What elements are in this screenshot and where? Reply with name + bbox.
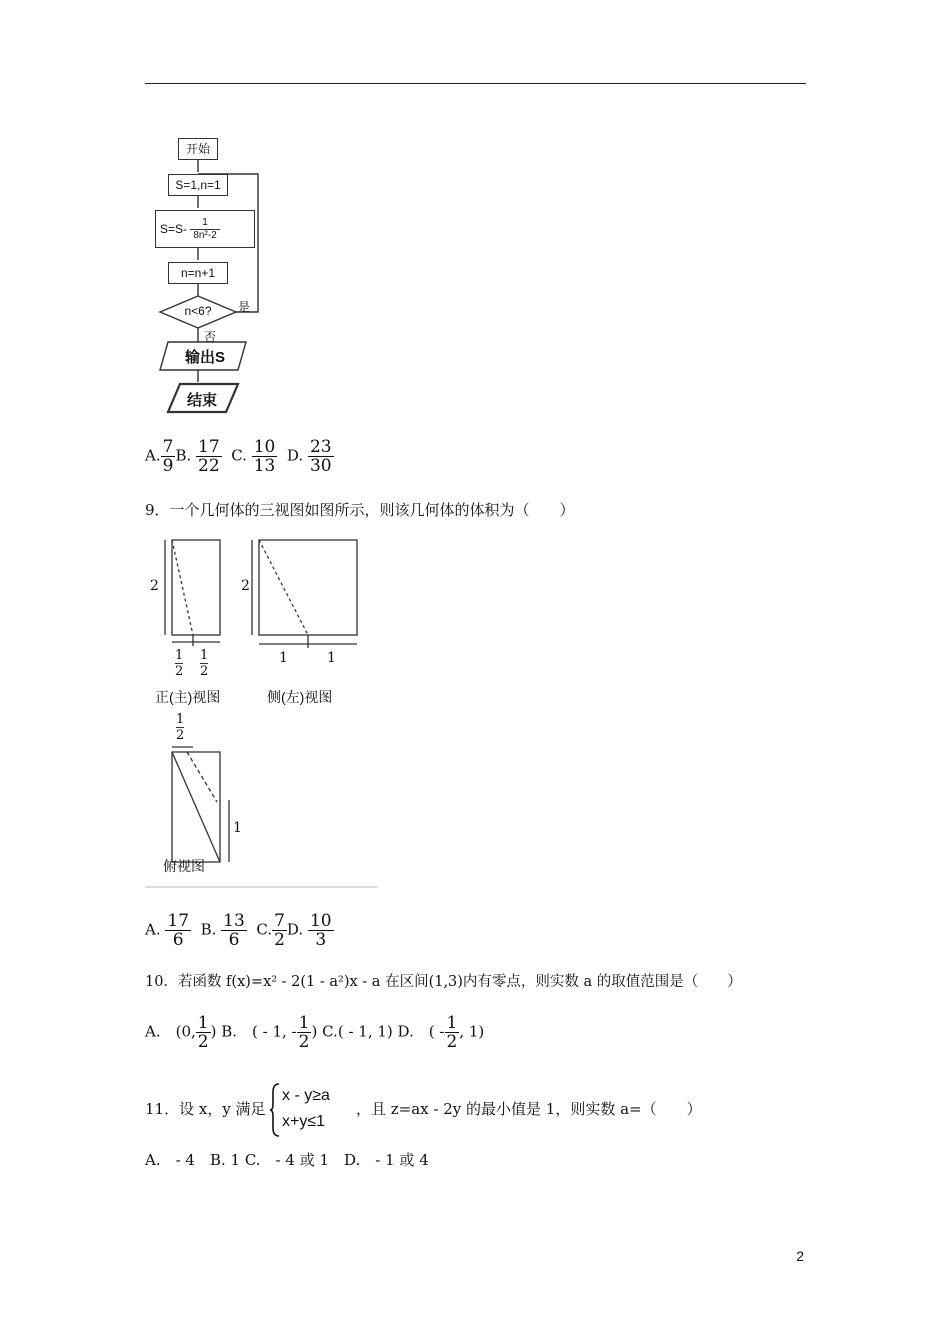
q8-b-frac <box>196 438 222 475</box>
q10-d-frac <box>445 1014 460 1051</box>
q10-c-text: C.( - 1, 1) <box>322 1022 393 1041</box>
q9-c-label: C. <box>256 920 273 939</box>
three-view-drawing <box>145 532 380 890</box>
front-dim-half-right <box>200 648 208 679</box>
q10-d-num: 1 <box>446 1013 458 1033</box>
q10-b-num: 1 <box>298 1013 310 1033</box>
q10-b-den: 2 <box>298 1032 310 1052</box>
flow-update-s-den: 8n²-2 <box>193 230 217 242</box>
front-dim-height: 2 <box>150 578 159 594</box>
q11-stem-pre: 11．设 x，y 满足 <box>145 1100 266 1118</box>
q8-b-label: B. <box>175 446 192 465</box>
q9-stem: 9．一个几何体的三视图如图所示，则该几何体的体积为（ ） <box>145 501 575 519</box>
q9-c-den: 2 <box>274 930 285 950</box>
q10-b-frac <box>297 1014 312 1051</box>
q8-c-num: 10 <box>253 437 276 457</box>
header-rule <box>145 83 806 84</box>
flow-update-s-num: 1 <box>190 217 219 230</box>
q8-a-label: A. <box>145 446 161 465</box>
page-number: 2 <box>796 1248 804 1264</box>
q9-options <box>145 912 334 949</box>
front-half-right-num: 1 <box>200 648 209 663</box>
front-view-label: 正(主)视图 <box>155 689 221 705</box>
q9-d-frac <box>308 912 334 949</box>
q11-ineq1: x - y≥a <box>282 1087 330 1104</box>
q8-b-num: 17 <box>198 437 220 457</box>
q10-a-den: 2 <box>197 1032 209 1052</box>
q10-a-post: ) <box>210 1022 217 1041</box>
q9-b-den: 6 <box>228 930 240 950</box>
q10-options <box>145 1014 484 1051</box>
top-dim-1: 1 <box>233 820 242 836</box>
q8-d-label: D. <box>286 446 304 465</box>
q9-d-den: 3 <box>315 930 327 950</box>
q9-d-num: 10 <box>309 911 332 931</box>
q10-a-frac <box>196 1014 211 1051</box>
q9-c-frac <box>272 912 287 949</box>
q11-brace <box>269 1082 281 1138</box>
front-half-left-num: 1 <box>175 648 184 663</box>
q10-b-pre: B. ( - 1, - <box>221 1022 297 1041</box>
q9-b-num: 13 <box>223 911 245 931</box>
flow-init: S=1,n=1 <box>168 174 228 196</box>
flow-update-n: n=n+1 <box>168 262 228 284</box>
flow-update-s <box>155 210 255 248</box>
q8-d-den: 30 <box>309 456 332 476</box>
q8-d-num: 23 <box>309 437 332 457</box>
q9-a-frac <box>165 912 191 949</box>
flow-update-s-text: S=S- <box>160 222 188 236</box>
q8-b-den: 22 <box>198 456 220 476</box>
top-half-den: 2 <box>176 728 185 743</box>
front-dim-half-left <box>175 648 183 679</box>
q9-a-den: 6 <box>172 930 184 950</box>
flowchart <box>150 130 270 420</box>
top-dim-half <box>176 712 184 743</box>
q10-d-den: 2 <box>446 1032 458 1052</box>
q8-c-frac <box>252 438 278 475</box>
three-view-figure <box>145 532 380 890</box>
front-half-left-den: 2 <box>175 664 184 679</box>
side-dim-height: 2 <box>241 578 250 594</box>
q9-a-label: A. <box>145 920 161 939</box>
q8-c-label: C. <box>231 446 247 465</box>
q11-stem-post: ，且 z=ax - 2y 的最小值是 1，则实数 a=（ ） <box>356 1100 702 1118</box>
q8-a-frac <box>161 438 176 475</box>
flow-start: 开始 <box>178 138 218 160</box>
q10-d-pre: D. ( - <box>397 1022 445 1041</box>
q9-b-label: B. <box>200 920 217 939</box>
flow-no: 否 <box>204 330 217 344</box>
q10-d-post: , 1) <box>459 1022 485 1041</box>
q8-a-den: 9 <box>162 456 174 476</box>
q8-c-den: 13 <box>253 456 276 476</box>
q8-options <box>145 438 334 475</box>
top-view-label: 俯视图 <box>163 858 205 874</box>
q10-a-num: 1 <box>197 1013 209 1033</box>
front-half-right-den: 2 <box>200 664 209 679</box>
q9-a-num: 17 <box>167 911 190 931</box>
q8-d-frac <box>308 438 334 475</box>
side-dim-right: 1 <box>327 650 336 666</box>
q10-a-pre: A. (0, <box>145 1022 196 1041</box>
q11-system <box>282 1083 330 1135</box>
q8-a-num: 7 <box>162 437 174 457</box>
side-view-label: 侧(左)视图 <box>267 689 333 705</box>
q11-ineq2: x+y≤1 <box>282 1113 326 1130</box>
flow-end: 结束 <box>186 392 217 409</box>
q11-options: A. - 4 B. 1 C. - 4 或 1 D. - 1 或 4 <box>145 1151 429 1169</box>
flow-output: 输出S <box>184 349 225 366</box>
flow-yes: 是 <box>238 300 251 314</box>
q9-b-frac <box>221 912 247 949</box>
top-half-num: 1 <box>176 712 185 727</box>
q9-c-num: 7 <box>274 911 285 931</box>
q10-stem: 10．若函数 f(x)=x² - 2(1 - a²)x - a 在区间(1,3)内有零点，则实数 a 的取值范围是（ ） <box>145 974 742 990</box>
side-dim-left: 1 <box>279 650 288 666</box>
q9-d-label: D. <box>286 920 304 939</box>
q10-b-post: ) <box>311 1022 318 1041</box>
flow-condition: n<6? <box>184 304 212 318</box>
